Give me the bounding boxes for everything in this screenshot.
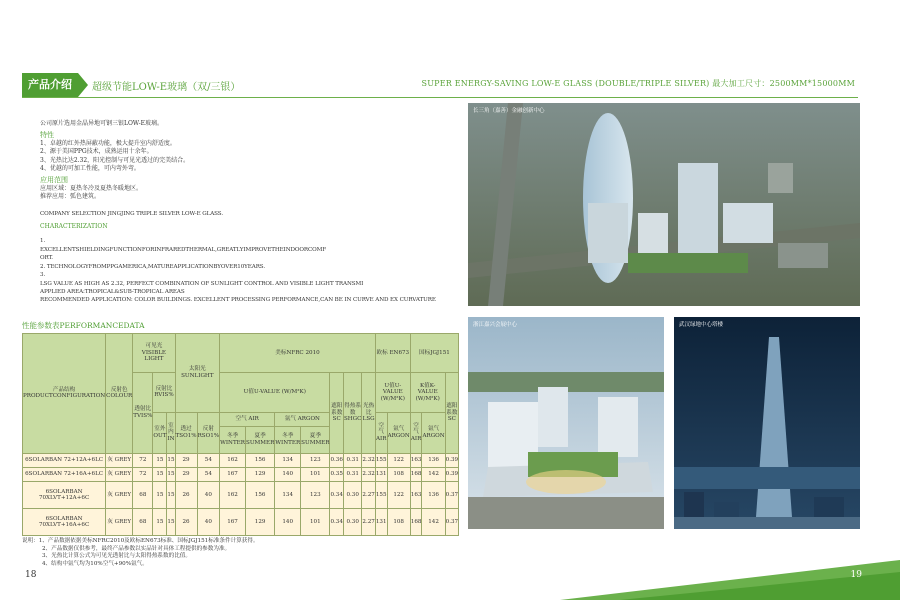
cell: 129 xyxy=(245,468,274,482)
table-row xyxy=(23,468,459,482)
cell: 136 xyxy=(422,482,445,509)
th-gb-k: K值K-VALUE (W/M²K) xyxy=(410,373,445,412)
cell: 123 xyxy=(301,482,330,509)
cell: 0.39 xyxy=(445,468,458,482)
th-tso: 透过 TSO1% xyxy=(175,412,197,453)
table-row xyxy=(23,482,459,509)
th-rso: 反射 RSO1% xyxy=(197,412,220,453)
cell: 0.37 xyxy=(445,509,458,536)
cell: 131 xyxy=(375,509,387,536)
th-color: 反射色 COLOUR xyxy=(106,334,133,454)
cell: 122 xyxy=(387,453,410,467)
photo-caption: 武汉绿地中心塔楼 xyxy=(679,322,724,328)
cell: 140 xyxy=(275,468,301,482)
th-summer: 夏季 SUMMER xyxy=(245,426,274,453)
cell: 15 xyxy=(153,509,167,536)
photo-exhibition-center xyxy=(468,317,664,529)
th-u-value: U值U-VALUE (W/M²K) xyxy=(220,373,330,412)
cell: 101 xyxy=(301,468,330,482)
cell: 15 xyxy=(167,482,175,509)
cell: 2.32 xyxy=(362,453,375,467)
cell: 15 xyxy=(167,509,175,536)
cell: 40 xyxy=(197,509,220,536)
th-summer: 夏季 SUMMER xyxy=(301,426,330,453)
app-item: 应用区域：夏热冬冷及夏热冬暖地区。 xyxy=(40,184,143,192)
cell: 2.27 xyxy=(362,482,375,509)
en-line: APPLIED AREA:TROPICAL&SUB-TROPICAL AREAS xyxy=(40,288,185,295)
th-nfrc: 美标NFRC 2010 xyxy=(220,334,376,373)
en-char-title: CHARACTERIZATION xyxy=(40,223,108,231)
cell: 15 xyxy=(153,482,167,509)
en-line: EXCELLENTSHIELDINGFUNCTIONFORINFRAREDTHERMAL,GREATLYIMPROVETHEINDOORCOMF xyxy=(40,246,327,253)
en-line: 1. xyxy=(40,238,46,245)
note-line: 4、结构中氩气均为10%空气+90%氩气。 xyxy=(42,560,148,567)
header-rule xyxy=(22,97,858,98)
photo-greenland-tower-image xyxy=(674,317,860,529)
th-en: 欧标 EN673 xyxy=(375,334,410,373)
cell: 0.30 xyxy=(343,482,361,509)
cell: 162 xyxy=(220,482,246,509)
feature-item: 3、光热比达2.32，阳光控制与可见光透过的完美结合。 xyxy=(40,156,190,164)
cell: 72 xyxy=(133,453,153,467)
th-lsg: 光热比 LSG xyxy=(362,373,375,453)
cell: 122 xyxy=(387,482,410,509)
th-en-u: U值U-VALUE (W/M²K) xyxy=(375,373,410,412)
th-gb-sc: 遮阳系数 SC xyxy=(445,373,458,453)
photo-financial-center xyxy=(468,103,860,306)
cell: 54 xyxy=(197,453,220,467)
th-visible: 可见光 VISIBLE LIGHT xyxy=(133,334,175,373)
th-en-air: 空气 AIR xyxy=(375,412,387,453)
cell: 155 xyxy=(375,482,387,509)
cell: 123 xyxy=(301,453,330,467)
cell: 142 xyxy=(422,509,445,536)
cell: 167 xyxy=(220,509,246,536)
cell-color: 灰 GREY xyxy=(106,453,133,467)
th-vis-trans: 透射比 TVIS% xyxy=(133,373,153,453)
cell: 29 xyxy=(175,453,197,467)
cell: 129 xyxy=(245,509,274,536)
decorative-band xyxy=(560,560,900,600)
th-in: 室内 IN xyxy=(167,412,175,453)
cell: 0.30 xyxy=(343,509,361,536)
cell: 142 xyxy=(422,468,445,482)
th-out: 室外 OUT xyxy=(153,412,167,453)
cell: 167 xyxy=(220,468,246,482)
en-line: 3. xyxy=(40,272,46,279)
page-number-right: 19 xyxy=(850,570,862,580)
note-line: 说明：1、产品数据依据美标NFRC2010及欧标EN673标准、国标JGJ151标准条件计算获得。 xyxy=(22,538,259,544)
section-tag: 产品介绍 xyxy=(22,73,78,97)
th-en-argon: 氩气 ARGON xyxy=(387,412,410,453)
cell: 131 xyxy=(375,468,387,482)
cell: 29 xyxy=(175,468,197,482)
features-title: 特性 xyxy=(40,131,54,140)
th-gb: 国标JGJ151 xyxy=(410,334,458,373)
cell: 2.32 xyxy=(362,468,375,482)
cell-structure: 6SOLARBAN 70XLVT+12A+6C xyxy=(23,482,106,509)
page-number-left: 18 xyxy=(25,570,37,580)
cell: 0.37 xyxy=(445,482,458,509)
cell: 68 xyxy=(133,482,153,509)
cell: 26 xyxy=(175,509,197,536)
cell: 15 xyxy=(167,468,175,482)
cell-color: 灰 GREY xyxy=(106,482,133,509)
cell: 108 xyxy=(387,468,410,482)
cell: 156 xyxy=(245,482,274,509)
cell: 68 xyxy=(133,509,153,536)
performance-table xyxy=(22,333,459,536)
cell: 134 xyxy=(275,482,301,509)
cell: 0.34 xyxy=(330,482,343,509)
en-line: ORT. xyxy=(40,255,53,262)
th-gb-argon: 氩气 ARGON xyxy=(422,412,445,453)
intro-lead: 公司原片选用金晶异地可钢三银LOW-E玻璃。 xyxy=(40,120,164,127)
cell: 54 xyxy=(197,468,220,482)
th-air: 空气 AIR xyxy=(220,412,275,426)
performance-title: 性能参数表PERFORMANCEDATA xyxy=(22,321,145,330)
cell-structure: 6SOLARBAN 72+16A+6LC xyxy=(23,468,106,482)
cell: 15 xyxy=(167,453,175,467)
apps-title: 应用范围 xyxy=(40,176,68,185)
th-vis-refl: 反射比 RVIS% xyxy=(153,373,175,412)
photo-caption: 长三角（嘉善）金融创新中心 xyxy=(473,108,545,114)
cell: 168 xyxy=(410,509,422,536)
feature-item: 4、优越的可加工性能，可内弯外弯。 xyxy=(40,165,140,173)
th-winter: 冬季 WINTER xyxy=(275,426,301,453)
cell: 163 xyxy=(410,482,422,509)
cell: 72 xyxy=(133,468,153,482)
cell: 15 xyxy=(153,453,167,467)
cell: 168 xyxy=(410,468,422,482)
note-line: 3、光热比计算公式为可见光透射比与太阳得热系数的比值。 xyxy=(42,553,191,559)
cell: 163 xyxy=(410,453,422,467)
cell: 0.39 xyxy=(445,453,458,467)
cell: 0.36 xyxy=(330,453,343,467)
th-solar: 太阳光 SUNLIGHT xyxy=(175,334,220,413)
table-row xyxy=(23,509,459,536)
cell: 101 xyxy=(301,509,330,536)
cell: 136 xyxy=(422,453,445,467)
en-line: LSG VALUE AS HIGH AS 2.32, PERFECT COMBINATION OF SUNLIGHT CONTROL AND VISIBLE LIGHT TRANSMI xyxy=(40,280,364,287)
th-argon: 氩气 ARGON xyxy=(275,412,330,426)
th-shgc: 得热系数 SHGC xyxy=(343,373,361,453)
note-line: 2、产品数据仅供参考，最终产品参数以实品针对具体工程提供的参数为准。 xyxy=(42,545,231,552)
intro-block xyxy=(40,120,436,305)
photo-greenland-tower xyxy=(674,317,860,529)
cell: 0.34 xyxy=(330,509,343,536)
table-notes xyxy=(22,538,259,568)
cell: 26 xyxy=(175,482,197,509)
cell: 2.27 xyxy=(362,509,375,536)
feature-item: 1、卓越的红外热屏蔽功能，极大提升室内舒适度。 xyxy=(40,139,176,147)
th-gb-air: 空气 AIR xyxy=(410,412,422,453)
cell: 40 xyxy=(197,482,220,509)
cell-color: 灰 GREY xyxy=(106,509,133,536)
photo-financial-center-image xyxy=(468,103,860,306)
cell-structure: 6SOLARBAN 72+12A+6LC xyxy=(23,453,106,467)
photo-caption: 浙江嘉兴会展中心 xyxy=(473,322,518,328)
cell-structure: 6SOLARBAN 70XLVT+16A+6C xyxy=(23,509,106,536)
th-structure: 产品结构 PRODUCTCONFIGURATION xyxy=(23,334,106,454)
cell: 15 xyxy=(153,468,167,482)
en-line: RECOMMENDED APPLICATION: COLOR BUILDINGS. EXCELLENT PROCESSING PERFORMANCE,CAN BE IN CURVE AND EX CURVATURE xyxy=(40,297,436,304)
cell: 0.31 xyxy=(343,453,361,467)
en-line: 2. TECHNOLOGYFROMPPGAMERICA,MATUREAPPLICATIONBYOVER10YEARS. xyxy=(40,263,266,270)
cell: 134 xyxy=(275,453,301,467)
en-lead: COMPANY SELECTION JINGJING TRIPLE SILVER LOW-E GLASS. xyxy=(40,210,224,217)
cell: 162 xyxy=(220,453,246,467)
cell: 0.35 xyxy=(330,468,343,482)
cell: 108 xyxy=(387,509,410,536)
cell: 156 xyxy=(245,453,274,467)
app-item: 推荐应用：弧色建筑。 xyxy=(40,193,101,201)
feature-item: 2、源于美国PPG技术，成熟运用十余年。 xyxy=(40,148,153,156)
product-title-cn: 超级节能LOW-E玻璃（双/三银） xyxy=(92,82,241,93)
cell: 140 xyxy=(275,509,301,536)
cell: 155 xyxy=(375,453,387,467)
table-row xyxy=(23,453,459,467)
th-winter: 冬季 WINTER xyxy=(220,426,246,453)
cell: 0.31 xyxy=(343,468,361,482)
cell-color: 灰 GREY xyxy=(106,468,133,482)
photo-exhibition-center-image xyxy=(468,317,664,529)
th-sc: 遮阳系数 SC xyxy=(330,373,343,453)
product-title-en: SUPER ENERGY-SAVING LOW-E GLASS (DOUBLE/TRIPLE SILVER) 最大加工尺寸：2500MM*15000MM xyxy=(421,79,855,88)
